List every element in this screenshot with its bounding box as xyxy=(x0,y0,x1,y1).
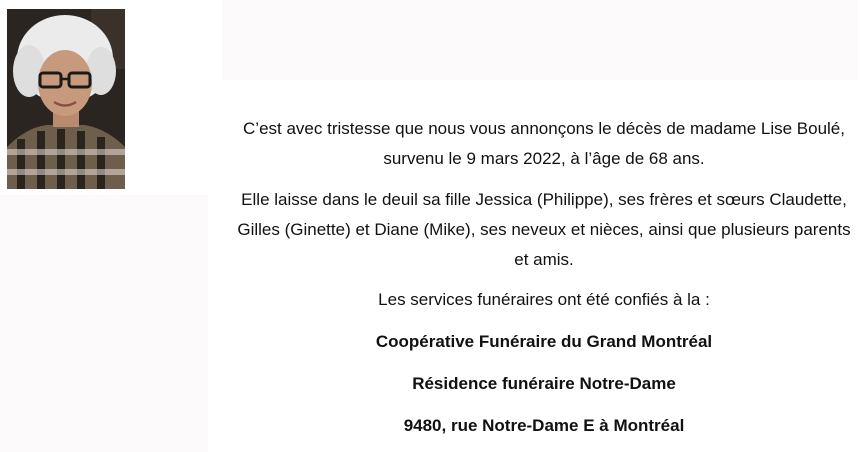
funeral-address: 9480, rue Notre-Dame E à Montréal xyxy=(403,416,685,435)
announcement-paragraph: C’est avec tristesse que nous vous annonçons le décès de madame Lise Boulé, survenu le 9 mars 2022, à l’âge de 68 ans. xyxy=(243,119,845,168)
top-header-panel xyxy=(222,0,858,80)
services-intro: Les services funéraires ont été confiés à la : xyxy=(378,290,710,309)
obituary-text xyxy=(230,114,858,441)
funeral-residence-name: Résidence funéraire Notre-Dame xyxy=(412,374,676,393)
survivors-paragraph: Elle laisse dans le deuil sa fille Jessica (Philippe), ses frères et sœurs Claudette, Gilles (Ginette) et Diane (Mike), ses neveux et nièces, ainsi que plusieurs parents et amis. xyxy=(237,190,851,269)
left-side-panel xyxy=(0,195,208,452)
portrait-image xyxy=(7,9,125,189)
cooperative-name: Coopérative Funéraire du Grand Montréal xyxy=(375,332,713,351)
portrait-photo xyxy=(7,9,125,189)
